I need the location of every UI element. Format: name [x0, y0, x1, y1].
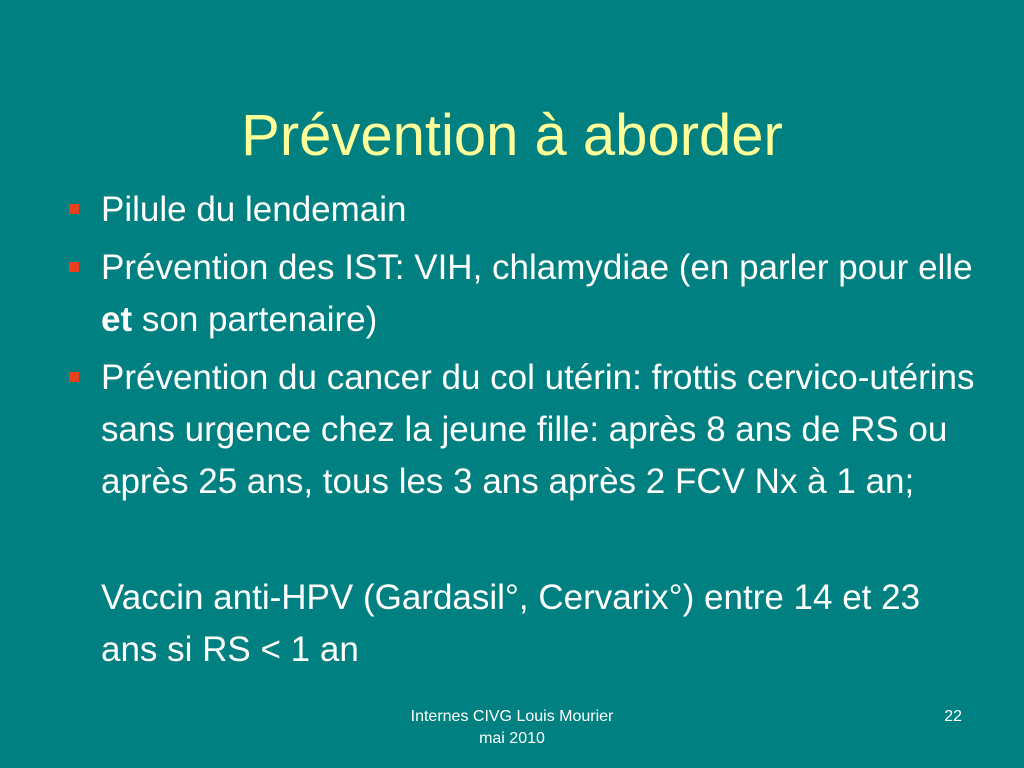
- hpv-vaccine-paragraph: Vaccin anti-HPV (Gardasil°, Cervarix°) entre 14 et 23 ans si RS < 1 an: [101, 578, 921, 669]
- bullet-item-cervical-cancer-prevention: [64, 352, 984, 508]
- square-bullet-icon: [69, 262, 79, 272]
- footer-line-2: mai 2010: [479, 730, 545, 747]
- bullet-item-morning-after-pill: [64, 184, 984, 236]
- page-number: 22: [944, 708, 962, 725]
- bullet-bold-text: et: [101, 300, 133, 339]
- bullet-text-before-bold: Prévention des IST: VIH, chlamydiae (en parler pour elle: [101, 248, 973, 287]
- footer: [362, 706, 662, 750]
- bullet-text: [101, 248, 973, 339]
- slide-title: Prévention à aborder: [241, 102, 783, 168]
- footer-line-1: Internes CIVG Louis Mourier: [410, 708, 614, 725]
- bullet-text: Prévention du cancer du col utérin: frottis cervico-utérins sans urgence chez la jeune fille: après 8 ans de RS ou après 25 ans, tous les 3 ans après 2 FCV Nx à 1 an;: [101, 358, 975, 501]
- bullet-text-after-bold: son partenaire): [132, 300, 378, 339]
- square-bullet-icon: [69, 372, 79, 382]
- bullet-item-sti-prevention: [64, 242, 984, 346]
- bullet-list: [64, 184, 984, 514]
- bullet-text: Pilule du lendemain: [101, 190, 407, 229]
- square-bullet-icon: [69, 204, 79, 214]
